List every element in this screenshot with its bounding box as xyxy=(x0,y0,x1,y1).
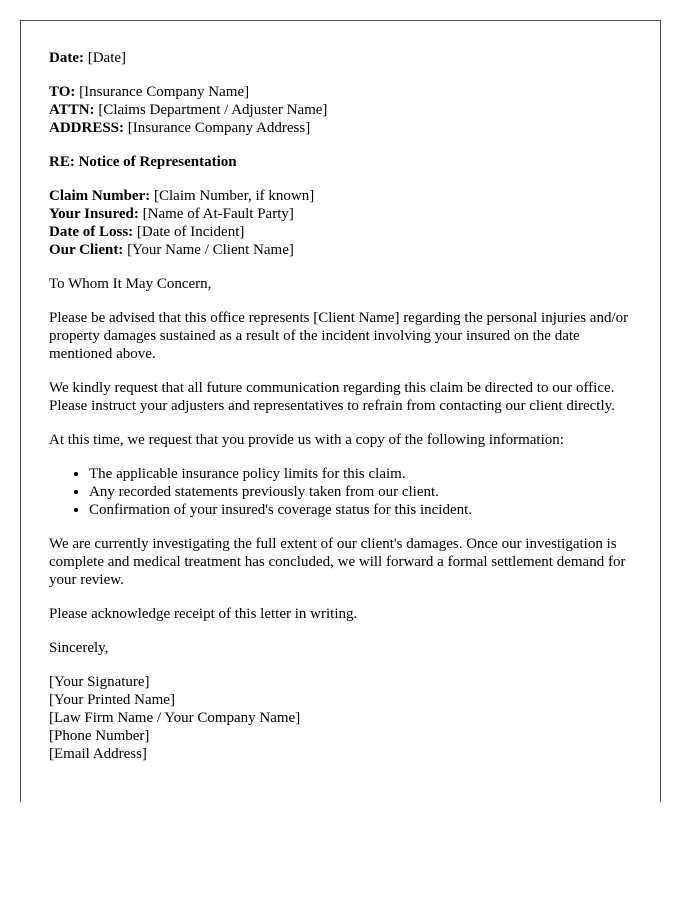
date-value: [Date] xyxy=(87,50,127,66)
paragraph-representation: Please be advised that this office represents [Client Name] regarding the personal injuries and/or property damages sustained as a result of the incident involving your insured on the date mentioned above. xyxy=(49,310,629,362)
claim-block xyxy=(49,187,639,259)
date-label: Date: xyxy=(49,50,84,66)
insured-label: Your Insured: xyxy=(49,206,139,222)
to-label: TO: xyxy=(49,84,76,100)
address-label: ADDRESS: xyxy=(49,120,125,136)
client-label: Our Client: xyxy=(49,242,124,258)
attn-value: [Claims Department / Adjuster Name] xyxy=(98,102,328,118)
address-value: [Insurance Company Address] xyxy=(127,120,311,136)
attn-line xyxy=(49,101,639,119)
client-line xyxy=(49,241,639,259)
phone-line: [Phone Number] xyxy=(49,728,150,744)
subject-block xyxy=(49,153,639,171)
to-value: [Insurance Company Name] xyxy=(79,84,250,100)
insured-value: [Name of At-Fault Party] xyxy=(142,206,294,222)
paragraph-acknowledge: Please acknowledge receipt of this letter in writing. xyxy=(49,606,358,622)
date-block xyxy=(49,49,639,67)
subject-line: RE: Notice of Representation xyxy=(49,154,237,170)
signature-line: [Your Signature] xyxy=(49,674,150,690)
email-line: [Email Address] xyxy=(49,746,147,762)
to-line xyxy=(49,83,639,101)
date-of-loss-value: [Date of Incident] xyxy=(136,224,245,240)
list-item: • The applicable insurance policy limits for this claim. xyxy=(89,465,639,483)
list-item: • Confirmation of your insured's coverage status for this incident. xyxy=(89,501,639,519)
attn-label: ATTN: xyxy=(49,102,95,118)
date-of-loss-label: Date of Loss: xyxy=(49,224,134,240)
claim-number-line xyxy=(49,187,639,205)
address-line xyxy=(49,119,639,137)
requested-info-list xyxy=(49,465,639,519)
closing: Sincerely, xyxy=(49,640,109,656)
date-of-loss-line xyxy=(49,223,639,241)
salutation: To Whom It May Concern, xyxy=(49,276,212,292)
paragraph-investigation: We are currently investigating the full extent of our client's damages. Once our investigation is complete and medical treatment has concluded, we will forward a formal settlement demand for your review. xyxy=(49,536,626,588)
date-line xyxy=(49,49,639,67)
letter-page xyxy=(20,20,661,802)
client-value: [Your Name / Client Name] xyxy=(127,242,294,258)
printed-name-line: [Your Printed Name] xyxy=(49,692,175,708)
recipient-block xyxy=(49,83,639,137)
list-item: • Any recorded statements previously taken from our client. xyxy=(89,483,639,501)
insured-line xyxy=(49,205,639,223)
claim-number-label: Claim Number: xyxy=(49,188,151,204)
paragraph-communication: We kindly request that all future communication regarding this claim be directed to our office. Please instruct your adjusters and representatives to refrain from contacting our client directly. xyxy=(49,380,615,414)
paragraph-request: At this time, we request that you provide us with a copy of the following information: xyxy=(49,432,564,448)
signature-block xyxy=(49,673,639,763)
firm-line: [Law Firm Name / Your Company Name] xyxy=(49,710,301,726)
letter-content xyxy=(49,49,639,763)
claim-number-value: [Claim Number, if known] xyxy=(154,188,315,204)
